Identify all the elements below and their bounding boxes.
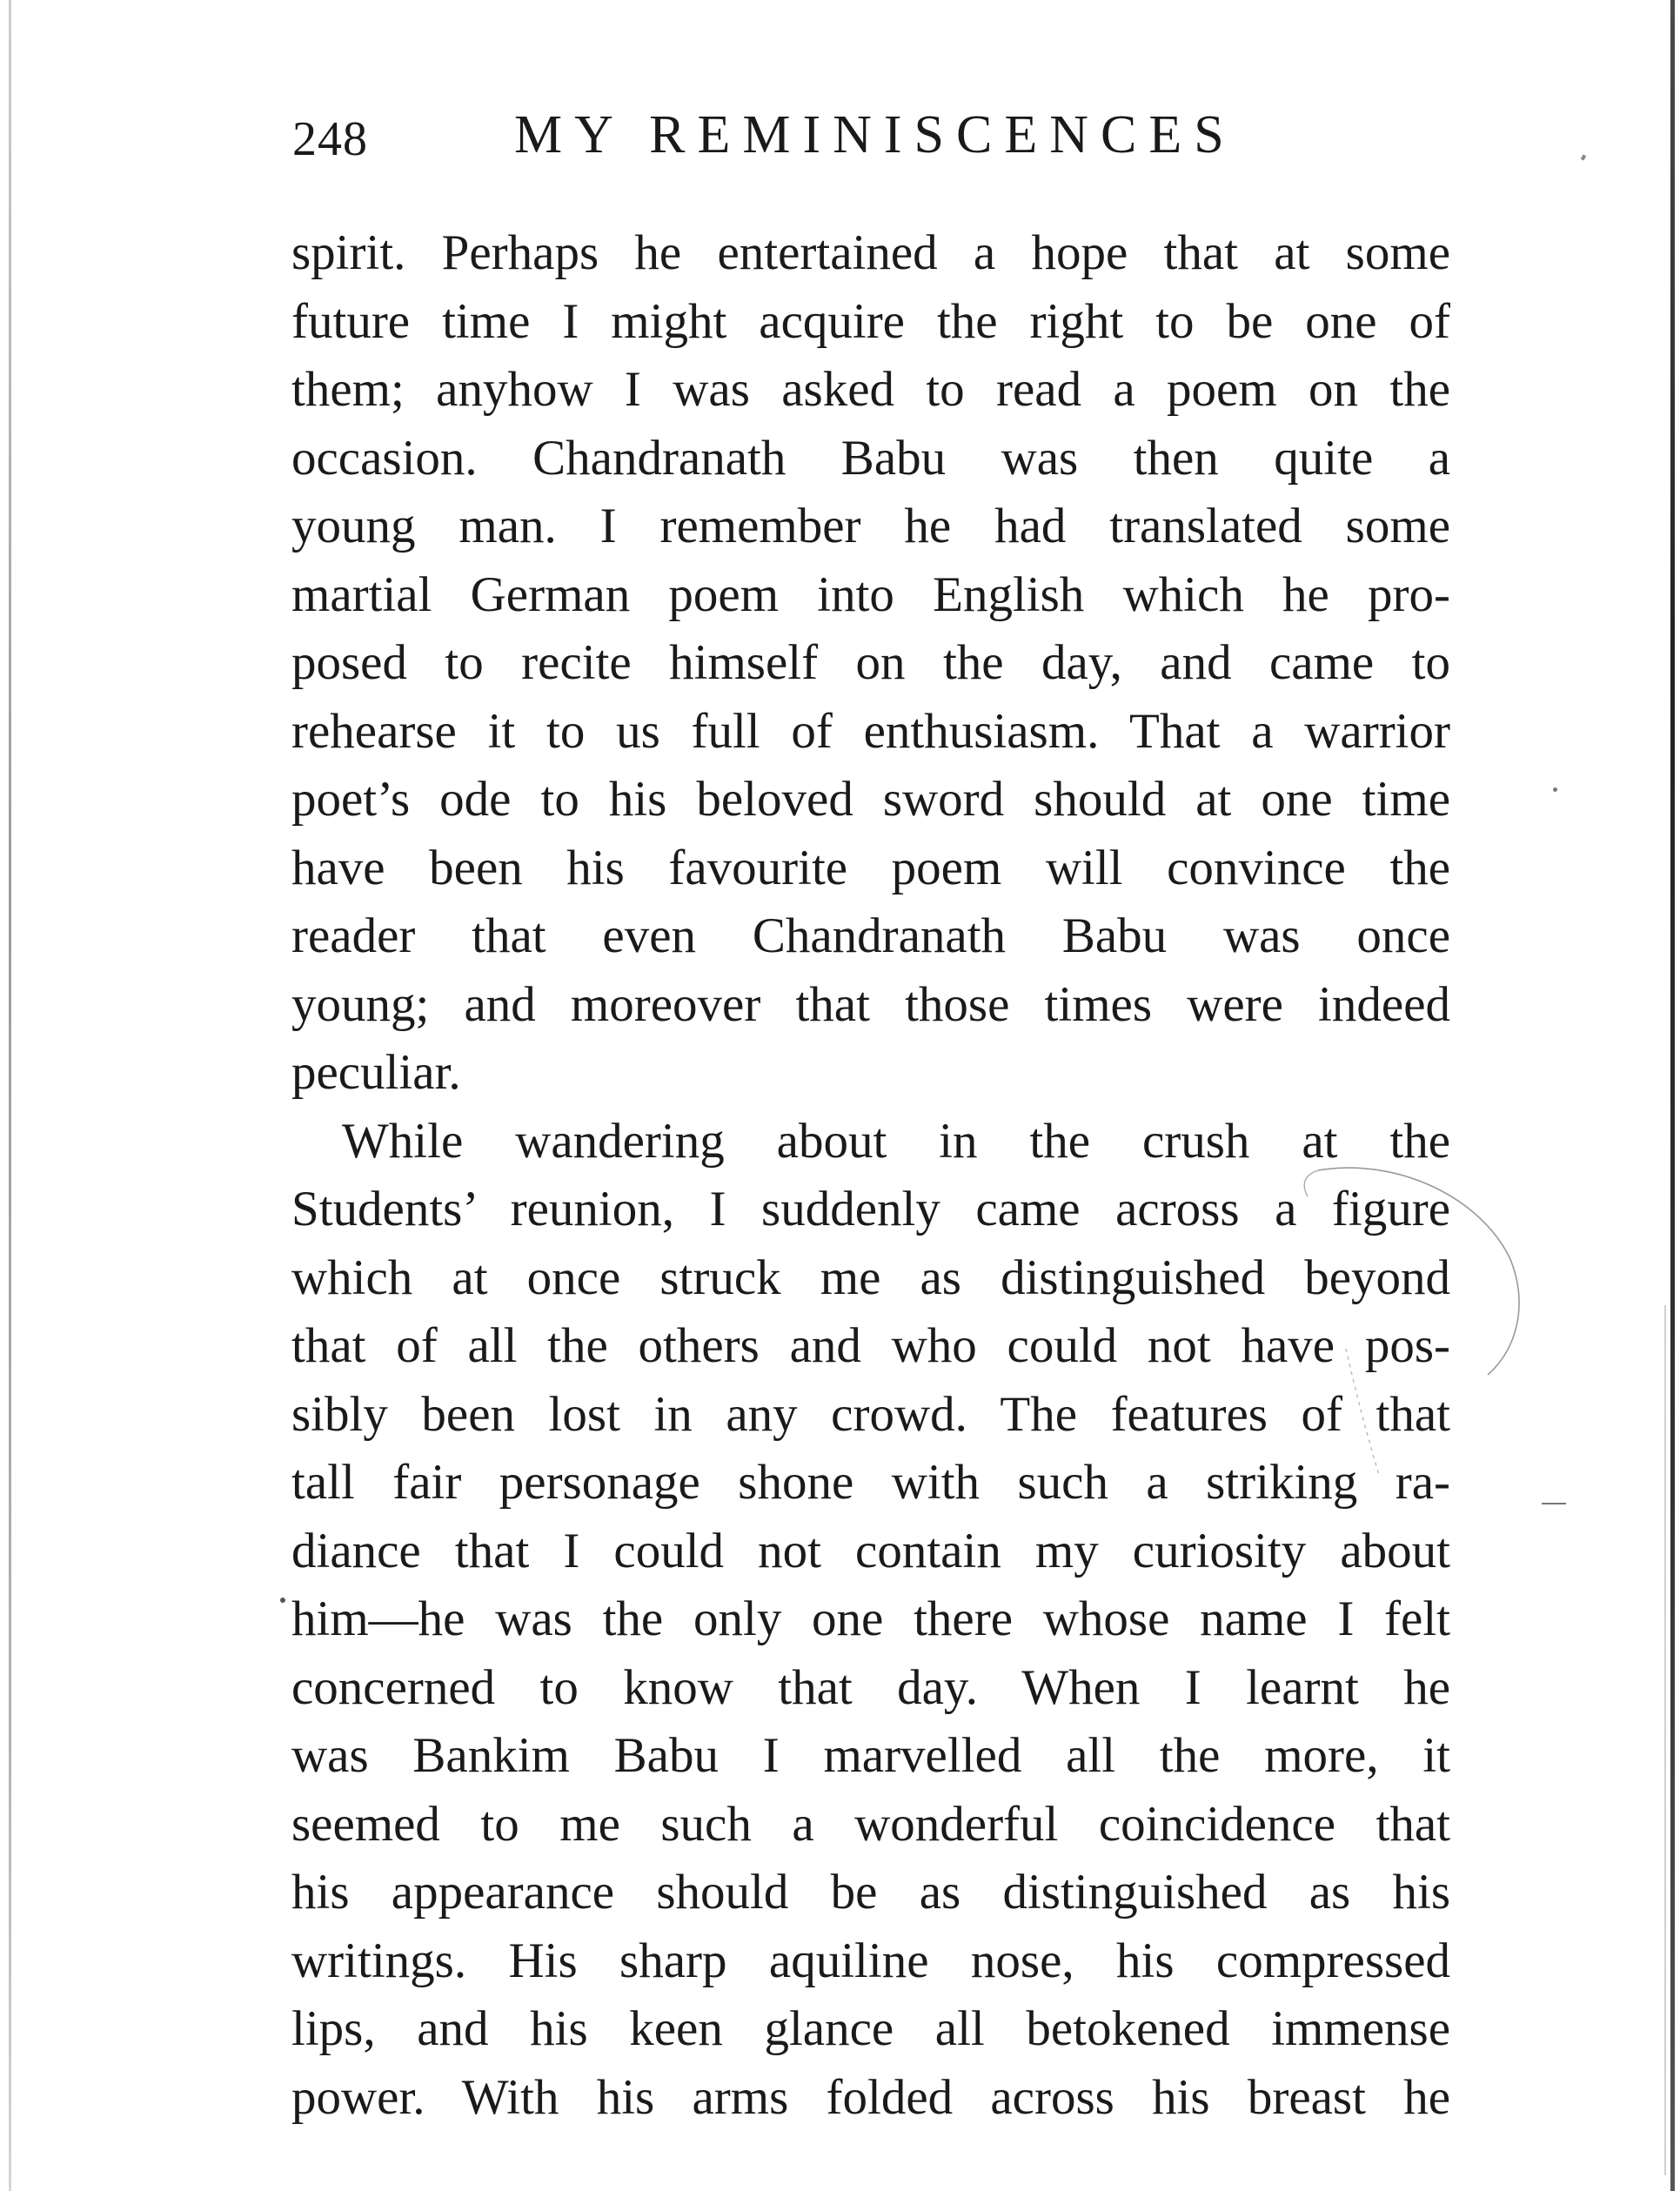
margin-tick	[1542, 1503, 1566, 1504]
text-line: Students’ reunion, I suddenly came across a figure	[291, 1182, 1450, 1236]
margin-dot	[280, 1598, 285, 1603]
page-header	[292, 104, 1293, 183]
text-line: have been his favourite poem will convince the	[291, 840, 1450, 895]
text-line: him—he was the only one there whose name I felt	[291, 1591, 1450, 1646]
text-line: poet’s ode to his beloved sword should at one time	[291, 772, 1450, 827]
text-line: seemed to me such a wonderful coincidence that	[291, 1796, 1450, 1852]
text-line: concerned to know that day. When I learnt he	[291, 1659, 1450, 1715]
text-line: which at once struck me as distinguished beyond	[291, 1250, 1450, 1305]
text-line: was Bankim Babu I marvelled all the more, it	[291, 1728, 1450, 1783]
text-line: martial German poem into English which he pro-	[291, 566, 1450, 622]
paragraph	[291, 219, 1450, 1108]
margin-dot	[1581, 154, 1586, 160]
running-title: MY REMINISCENCES	[514, 105, 1236, 164]
pencil-circle-mark	[1301, 1162, 1536, 1492]
text-line: spirit. Perhaps he entertained a hope that at some	[291, 225, 1450, 280]
text-line: occasion. Chandranath Babu was then quite a	[291, 430, 1450, 486]
text-line: young; and moreover that those times were indeed	[291, 976, 1450, 1032]
page-right-shadow	[1664, 1305, 1666, 2175]
text-line: young man. I remember he had translated some	[291, 499, 1450, 553]
text-line: tall fair personage shone with such a striking ra-	[291, 1455, 1450, 1510]
text-line: power. With his arms folded across his breast he	[291, 2069, 1450, 2125]
text-line: that of all the others and who could not have pos-	[291, 1318, 1450, 1373]
text-line: future time I might acquire the right to be one of	[291, 293, 1450, 349]
text-line: While wandering about in the crush at the	[342, 1113, 1450, 1169]
margin-dot	[1553, 787, 1557, 792]
text-line: diance that I could not contain my curiosity about	[291, 1523, 1450, 1578]
text-line: them; anyhow I was asked to read a poem on the	[291, 362, 1450, 417]
paragraph	[291, 1108, 1450, 2133]
body-text	[291, 219, 1450, 2132]
text-line: sibly been lost in any crowd. The features of that	[291, 1386, 1450, 1442]
page-number: 248	[292, 112, 368, 166]
page-left-edge	[9, 0, 11, 2191]
text-line: lips, and his keen glance all betokened immense	[291, 2001, 1450, 2056]
text-line: his appearance should be as distinguished as his	[291, 1865, 1450, 1920]
text-line: writings. His sharp aquiline nose, his compressed	[291, 1933, 1450, 1988]
text-line: posed to recite himself on the day, and came to	[291, 635, 1450, 690]
text-line: peculiar.	[291, 1045, 461, 1100]
text-line: rehearse it to us full of enthusiasm. That a warrior	[291, 703, 1450, 759]
page-right-edge	[1670, 0, 1675, 2191]
text-line: reader that even Chandranath Babu was once	[291, 908, 1450, 963]
